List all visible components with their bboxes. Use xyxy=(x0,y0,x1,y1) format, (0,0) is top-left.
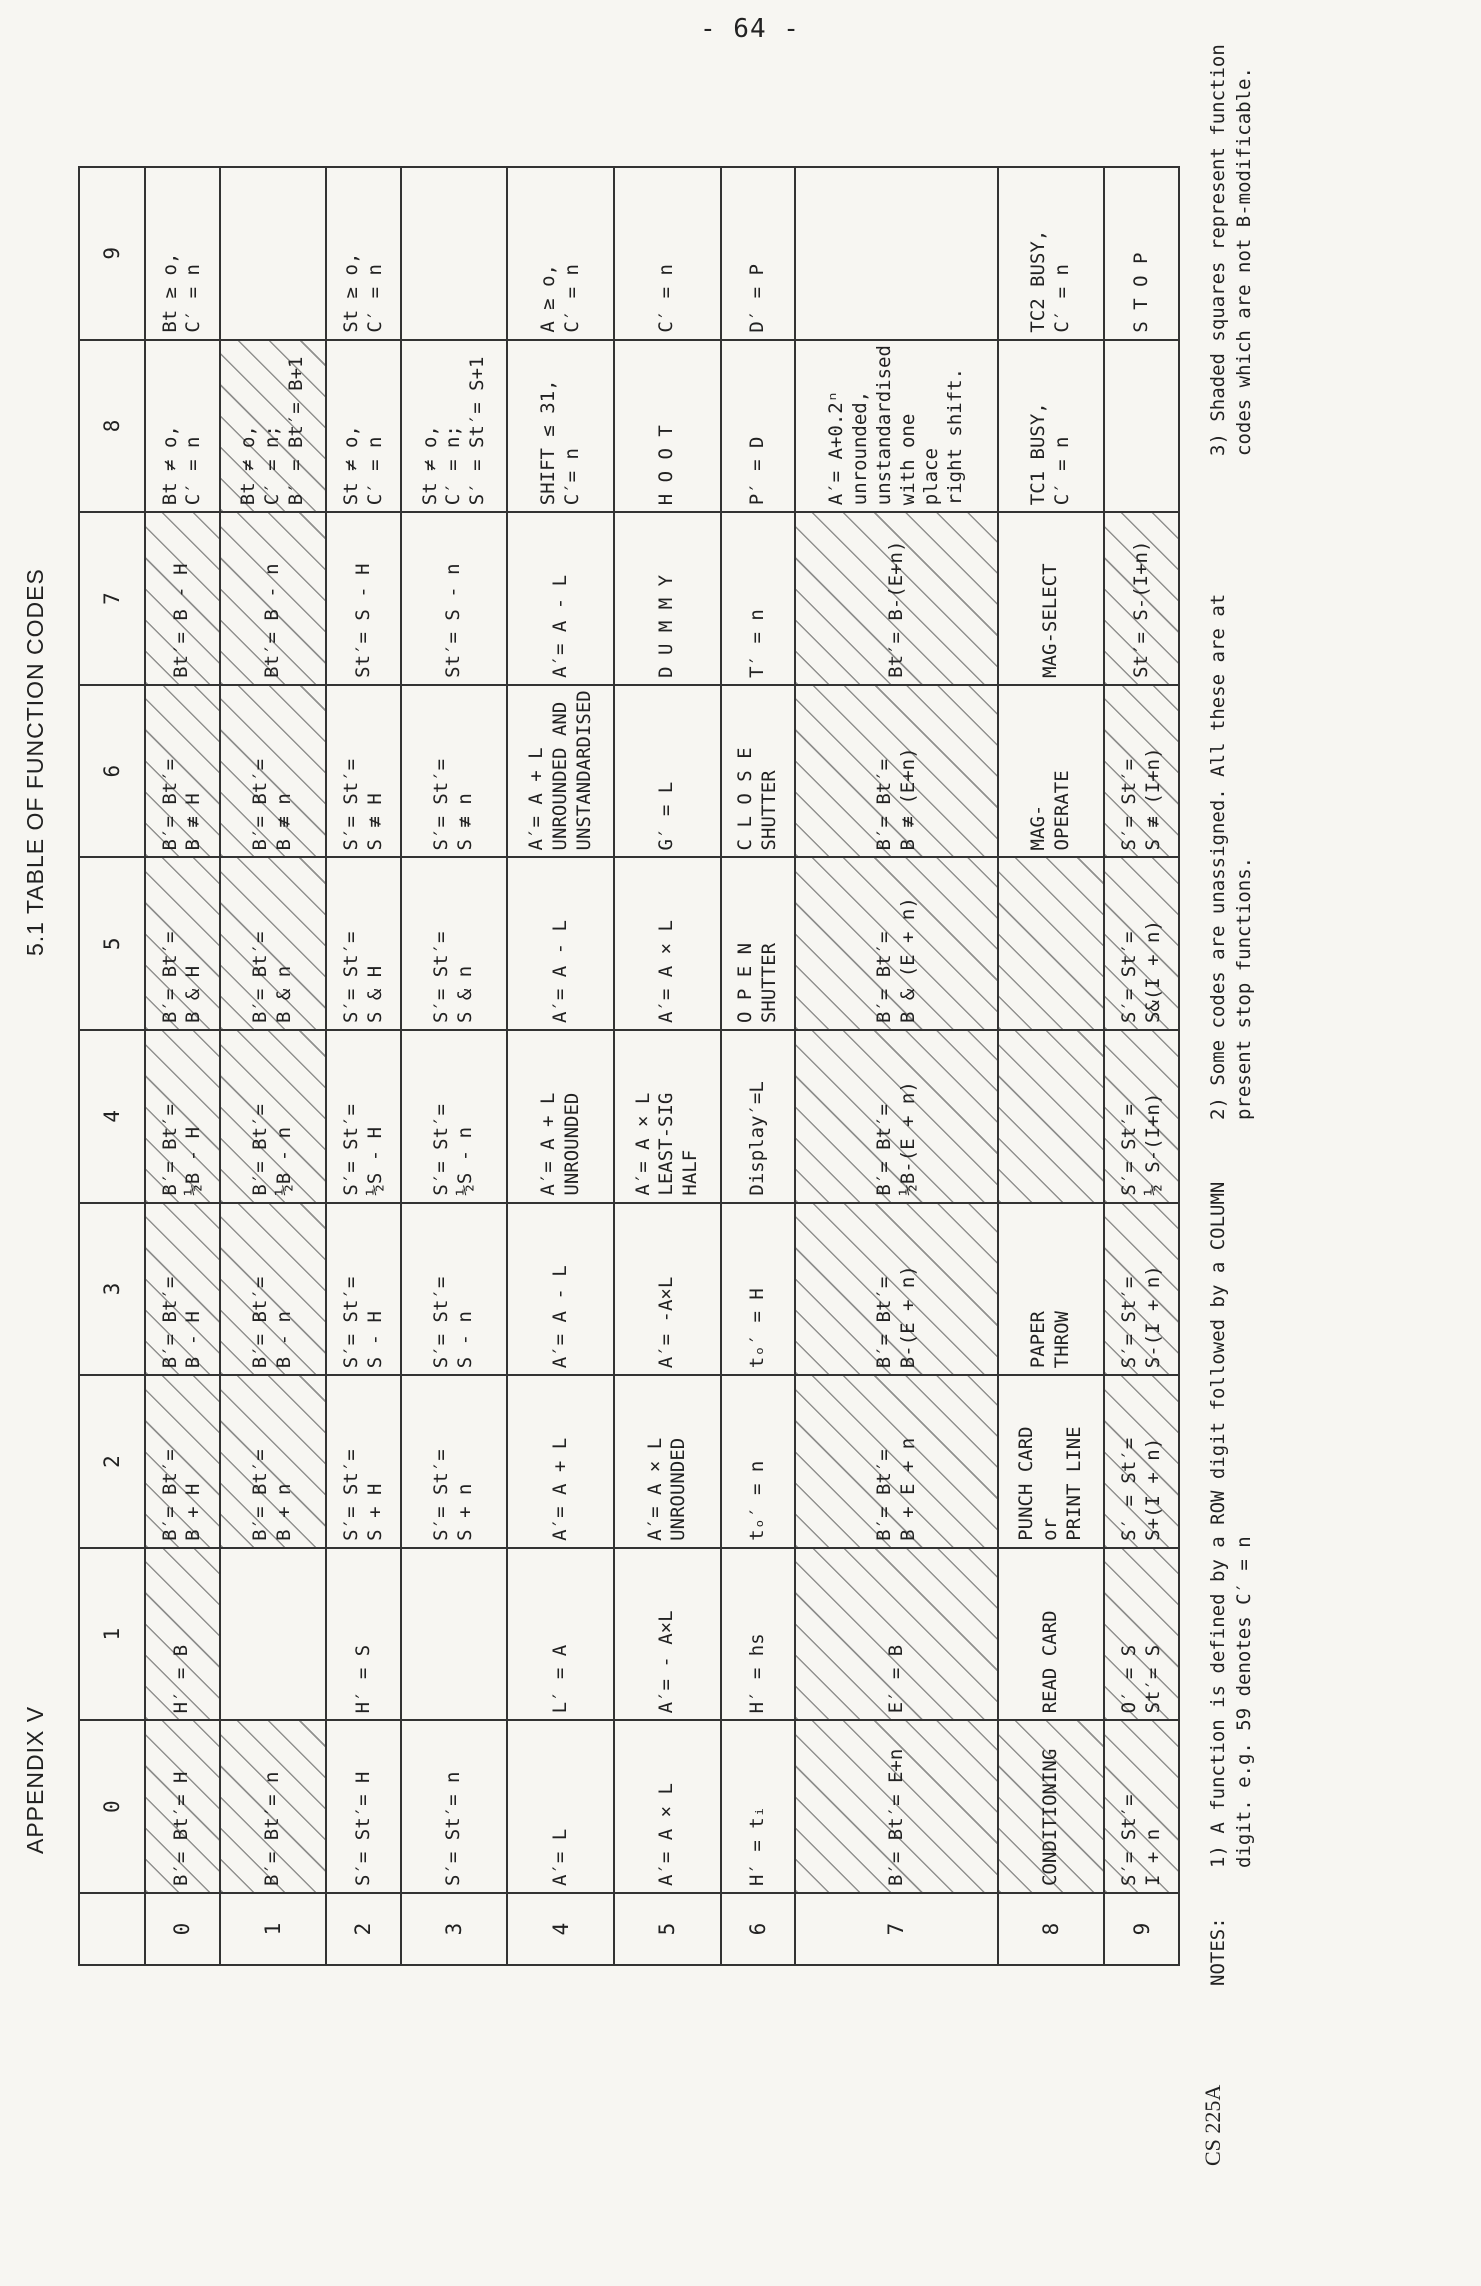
column-header: 1 xyxy=(79,1548,145,1721)
function-code-cell: Bt ≠ o, C′ = n xyxy=(145,340,220,513)
column-header: 5 xyxy=(79,857,145,1030)
row-header: 2 xyxy=(326,1893,401,1965)
column-header: 0 xyxy=(79,1720,145,1893)
function-code-cell: B′= Bt′= H xyxy=(145,1720,220,1893)
function-code-cell: PUNCH CARD or PRINT LINE xyxy=(998,1375,1105,1548)
function-code-cell: S′= St′= ½ S-(I+n) xyxy=(1104,1030,1179,1203)
function-code-cell: H O O T xyxy=(614,340,721,513)
function-code-cell: A′= A × L UNROUNDED xyxy=(614,1375,721,1548)
function-code-cell xyxy=(401,1548,508,1721)
table-row xyxy=(145,167,220,1965)
row-header: 7 xyxy=(795,1893,997,1965)
page-number: - 64 - xyxy=(700,14,800,44)
function-code-cell: B′= Bt′= B + E + n xyxy=(795,1375,997,1548)
row-header: 9 xyxy=(1104,1893,1179,1965)
function-code-cell: Bt ≥ o, C′ = n xyxy=(145,167,220,340)
row-header: 6 xyxy=(721,1893,796,1965)
function-code-cell: A′= A × L LEAST-SIG HALF xyxy=(614,1030,721,1203)
function-code-cell: B′= Bt′= B & n xyxy=(220,857,327,1030)
function-code-cell: Bt′= B-(E+n) xyxy=(795,512,997,685)
note-2: 2) Some codes are unassigned. All these are at present stop functions. xyxy=(1207,593,1255,1120)
function-code-cell: H′ = tᵢ xyxy=(721,1720,796,1893)
function-code-cell: S′= St′= ½S - H xyxy=(326,1030,401,1203)
function-code-cell: H′ = S xyxy=(326,1548,401,1721)
row-header: 0 xyxy=(145,1893,220,1965)
corner-cell xyxy=(79,1893,145,1965)
function-code-cell: S′= St′= S - H xyxy=(326,1203,401,1376)
table-row xyxy=(1104,167,1179,1965)
function-code-cell: S′= St′= H xyxy=(326,1720,401,1893)
column-header: 3 xyxy=(79,1203,145,1376)
function-code-cell: C′ = n xyxy=(614,167,721,340)
function-code-cell: tₒ′ = n xyxy=(721,1375,796,1548)
table-row xyxy=(614,167,721,1965)
function-code-cell: S′= St′= S - n xyxy=(401,1203,508,1376)
function-code-cell xyxy=(401,167,508,340)
appendix-heading: APPENDIX V xyxy=(22,1705,48,1854)
table-row xyxy=(326,167,401,1965)
function-code-cell: B′= Bt′= ½B - n xyxy=(220,1030,327,1203)
function-code-cell: B′= Bt′= B ≢ n xyxy=(220,685,327,858)
function-code-cell xyxy=(220,167,327,340)
row-header: 4 xyxy=(507,1893,614,1965)
column-header-row xyxy=(79,167,145,1965)
function-code-cell: S′= St′= S ≢ H xyxy=(326,685,401,858)
function-code-cell: B′= Bt′= B + H xyxy=(145,1375,220,1548)
function-code-cell: St ≠ o, C′ = n xyxy=(326,340,401,513)
table-row xyxy=(721,167,796,1965)
function-code-cell: St′= S-(I+n) xyxy=(1104,512,1179,685)
function-code-cell xyxy=(795,167,997,340)
function-code-cell: A′= A - L xyxy=(507,512,614,685)
table-row xyxy=(507,167,614,1965)
function-code-cell: S′= St′= S&(I + n) xyxy=(1104,857,1179,1030)
function-code-cell xyxy=(998,857,1105,1030)
column-header: 7 xyxy=(79,512,145,685)
function-code-cell: C L O S E SHUTTER xyxy=(721,685,796,858)
function-code-cell: B′= Bt′= B & (E + n) xyxy=(795,857,997,1030)
function-code-cell: TC2 BUSY, C′ = n xyxy=(998,167,1105,340)
function-code-cell: A ≥ o, C′ = n xyxy=(507,167,614,340)
function-code-cell: B′= Bt′= B + n xyxy=(220,1375,327,1548)
function-code-cell: D′ = P xyxy=(721,167,796,340)
function-code-cell: B′= Bt′= B - H xyxy=(145,1203,220,1376)
function-code-cell: B′= Bt′= ½B - H xyxy=(145,1030,220,1203)
function-code-cell: tₒ′ = H xyxy=(721,1203,796,1376)
table-body xyxy=(145,167,1179,1965)
function-code-cell: A′= A+0.2ⁿ unrounded, unstandardised with one place right shift. xyxy=(795,340,997,513)
column-header: 9 xyxy=(79,167,145,340)
function-code-cell: S T O P xyxy=(1104,167,1179,340)
function-code-cell: CONDITIONING xyxy=(998,1720,1105,1893)
function-code-cell: READ CARD xyxy=(998,1548,1105,1721)
function-code-cell: A′= A × L xyxy=(614,857,721,1030)
function-code-cell: H′ = B xyxy=(145,1548,220,1721)
function-code-cell: E′ = B xyxy=(795,1548,997,1721)
function-code-cell: G′ = L xyxy=(614,685,721,858)
table-row xyxy=(220,167,327,1965)
function-code-cell: B′= Bt′= B ≢ H xyxy=(145,685,220,858)
row-header: 1 xyxy=(220,1893,327,1965)
document-code: CS 225A xyxy=(1200,2084,1225,2166)
note-1: 1) A function is defined by a ROW digit followed by a COLUMN digit. e.g. 59 denotes C′ = n xyxy=(1207,1181,1255,1868)
function-code-cell: A′= A - L xyxy=(507,1203,614,1376)
function-code-cell: S′= St′= S & n xyxy=(401,857,508,1030)
function-code-cell: A′= - A×L xyxy=(614,1548,721,1721)
function-code-cell: TC1 BUSY, C′ = n xyxy=(998,340,1105,513)
function-code-cell: A′= -A×L xyxy=(614,1203,721,1376)
function-code-cell: S′= St′= I + n xyxy=(1104,1720,1179,1893)
column-header: 8 xyxy=(79,340,145,513)
table-title: 5.1 TABLE OF FUNCTION CODES xyxy=(22,568,48,956)
column-header: 6 xyxy=(79,685,145,858)
function-code-cell: L′ = A xyxy=(507,1548,614,1721)
function-code-cell: S′= St′= S ≢ n xyxy=(401,685,508,858)
note-3: 3) Shaded squares represent function codes which are not B-modificable. xyxy=(1207,44,1255,456)
function-code-cell: Display′=L xyxy=(721,1030,796,1203)
column-header: 4 xyxy=(79,1030,145,1203)
table-row xyxy=(998,167,1105,1965)
function-code-cell xyxy=(1104,340,1179,513)
row-header: 5 xyxy=(614,1893,721,1965)
function-code-cell: SHIFT ≤ 31, C′= n xyxy=(507,340,614,513)
function-code-cell: B′= Bt′= n xyxy=(220,1720,327,1893)
function-code-cell: D U M M Y xyxy=(614,512,721,685)
function-code-cell: MAG- OPERATE xyxy=(998,685,1105,858)
table-row xyxy=(795,167,997,1965)
function-code-cell: A′= A + L UNROUNDED xyxy=(507,1030,614,1203)
function-code-cell: A′= A + L UNROUNDED AND UNSTANDARDISED xyxy=(507,685,614,858)
function-code-cell: B′= Bt′= B & H xyxy=(145,857,220,1030)
column-header: 2 xyxy=(79,1375,145,1548)
function-code-cell xyxy=(220,1548,327,1721)
function-code-cell: S′= St′= S & H xyxy=(326,857,401,1030)
function-code-cell: A′= A - L xyxy=(507,857,614,1030)
function-code-table xyxy=(78,166,1180,1966)
function-code-cell: St ≠ o, C′ = n; S′ = St′= S+1 xyxy=(401,340,508,513)
function-code-cell: St′= S - H xyxy=(326,512,401,685)
function-code-cell: S′= St′= S + n xyxy=(401,1375,508,1548)
function-code-cell: B′= Bt′= ½B-(E + n) xyxy=(795,1030,997,1203)
notes-label: NOTES: xyxy=(1207,1917,1229,1986)
function-code-cell: S′= St′= S + H xyxy=(326,1375,401,1548)
function-code-cell: H′ = hs xyxy=(721,1548,796,1721)
function-code-cell: B′= Bt′= E+n xyxy=(795,1720,997,1893)
function-code-cell: A′= L xyxy=(507,1720,614,1893)
row-header: 3 xyxy=(401,1893,508,1965)
table-row xyxy=(401,167,508,1965)
function-code-cell: S′= St′= S-(I + n) xyxy=(1104,1203,1179,1376)
function-code-cell: P′ = D xyxy=(721,340,796,513)
function-code-cell: Bt′= B - n xyxy=(220,512,327,685)
row-header: 8 xyxy=(998,1893,1105,1965)
function-code-cell: St′= S - n xyxy=(401,512,508,685)
function-code-cell: Bt ≠ o, C′ = n; B′ = Bt′= B+1 xyxy=(220,340,327,513)
function-code-cell: Bt′= B - H xyxy=(145,512,220,685)
function-code-cell: MAG-SELECT xyxy=(998,512,1105,685)
function-code-cell: O′ = S St′= S xyxy=(1104,1548,1179,1721)
function-code-cell: A′= A + L xyxy=(507,1375,614,1548)
function-code-cell: S′= St′= n xyxy=(401,1720,508,1893)
function-code-cell: PAPER THROW xyxy=(998,1203,1105,1376)
function-code-cell: S′= St′= ½S - n xyxy=(401,1030,508,1203)
function-code-cell: S′= St′= S ≢ (I+n) xyxy=(1104,685,1179,858)
function-code-cell: St ≥ o, C′ = n xyxy=(326,167,401,340)
function-code-cell: B′= Bt′= B-(E + n) xyxy=(795,1203,997,1376)
function-code-cell: B′= Bt′= B - n xyxy=(220,1203,327,1376)
function-code-cell: B′= Bt′= B ≢ (E+n) xyxy=(795,685,997,858)
function-code-cell xyxy=(998,1030,1105,1203)
function-code-cell: A′= A × L xyxy=(614,1720,721,1893)
function-code-cell: O P E N SHUTTER xyxy=(721,857,796,1030)
function-code-cell: S′ = St′= S+(I + n) xyxy=(1104,1375,1179,1548)
function-code-cell: T′ = n xyxy=(721,512,796,685)
